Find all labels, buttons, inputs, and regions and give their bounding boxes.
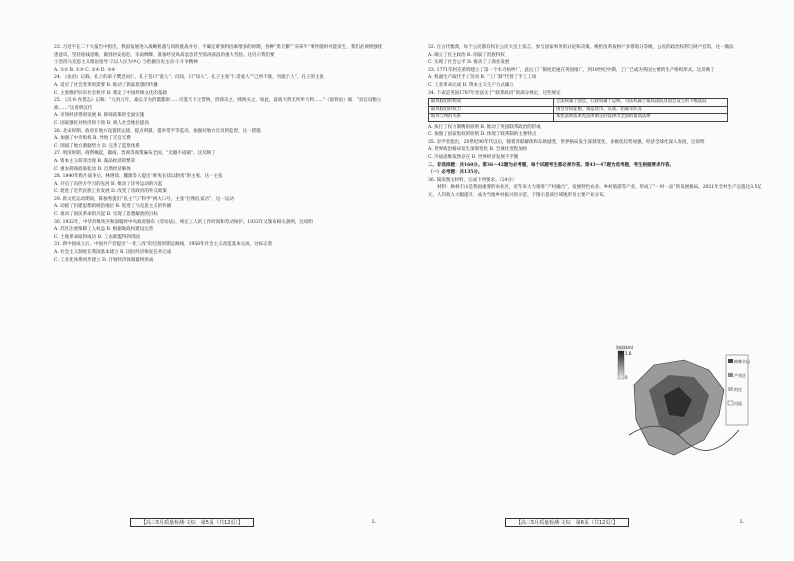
left-page-column	[54, 44, 384, 514]
left-text-line: 27. 明清时期，商帮崛起，徽商、晋商等商帮遍布全国，“无徽不成镇”，这反映了	[54, 151, 216, 157]
right-text-line: 36. 阅读图文材料，完成下列要求。（24分）	[428, 177, 517, 183]
legend-title: 海拔(km)	[616, 345, 634, 350]
left-text-line: 30. 1932年，中华苏维埃共和国临时中央政府颁布《劳动法》，规定工人的工作时间和劳动保护。1933年又颁布相关条例，这说明	[54, 219, 313, 225]
left-option-line: A. 开启了向西方学习的先河 B. 推动了洋务运动的兴起	[54, 181, 163, 187]
left-option-line: C. 主张维护旧有社会秩序 D. 奠定了中国传统文化的基础	[54, 90, 167, 96]
right-page-mark: L	[740, 519, 744, 525]
left-option-line: C. 重农抑商政策松动 D. 自然经济解体	[54, 166, 131, 172]
right-text-line: （一）必考题：共135分。	[428, 170, 483, 176]
table-row-header: 联邦与州的关系	[429, 114, 554, 122]
left-text-line: 23. 习近平在二十大报告中指出，我国发展进入战略机遇与风险挑战并存、不确定难预料因素增多的时期，各种“黑天鹅”“灰犀牛”事件随时可能发生，我们必须增强忧患意识，坚持底线思维，做到居安思危，未雨绸缪，准备经受风高浪急甚至惊涛骇浪的重大考验。这启示我们要	[54, 45, 383, 58]
right-text-line: 33. 1771年阿克莱特建立了第一个水力纺纱厂，此后工厂制度迅速在英国推广，到19世纪中期，工厂已成为英国主要的生产组织形式。这反映了	[428, 67, 715, 73]
left-option-line: A. ①② B. ①③ C. ②④ D. ③④	[54, 67, 116, 73]
left-option-line: C. 削弱了地方割据势力 D. 完善了监察体系	[54, 143, 140, 149]
left-option-line: C. 推动了国民革命的兴起 D. 实现了思想解放的目标	[54, 212, 158, 218]
left-option-line: A. 市场经济得到发展 B. 抑商政策的全面实施	[54, 113, 145, 119]
right-option-line: A. 确立了民主政治 B. 削弱了贵族特权	[428, 52, 505, 58]
right-option-line: A. 世界政治格局发生深刻变化 B. 全球化进程加快	[428, 147, 528, 153]
right-option-line: C. 冷战思维依然存在 D. 世界经济发展不平衡	[428, 155, 519, 161]
table-cell: 国会有权征税、铸造货币、宣战、招募军队等	[554, 106, 728, 114]
right-text-line: 二、非选择题：共160分。第36～42题为必考题，每个试题考生都必须作答。第43～47题为选考题，考生根据要求作答。	[428, 162, 674, 168]
left-option-line: A. 动摇了封建思想的统治地位 B. 促进了马克思主义的传播	[54, 204, 172, 210]
legend-item-3: 村庄	[734, 387, 742, 392]
left-option-line: C. 工业化体系初步建立 D. 计划经济体制最终形成	[54, 257, 154, 263]
right-text-line: 34. 下表是英国1787年宪法关于“联邦政府”的部分规定，这些规定	[428, 90, 561, 96]
table-cell: 本宪法和依本宪法所制定的法律为全国的最高法律	[554, 114, 728, 122]
left-option-line: A. 社会主义制度在我国基本建立 B. 国民经济恢复任务完成	[54, 250, 172, 256]
right-option-line: C. 加强了国家集权的原则 D. 体现了联邦制的主要特点	[428, 132, 537, 138]
legend-item-1: 格林丰山	[734, 359, 750, 364]
left-text-line: 25. 《汉书·食货志》记载：“元封元年，桑弘羊为治粟都尉……尽笼天下之货物，贵即卖之，贱则买之。如此，富商大贾无所牟大利……”《盐铁论》载：“县官设衡立准……”这说明汉代	[54, 98, 382, 111]
table-row	[429, 99, 728, 107]
table-row	[429, 114, 728, 122]
right-text-line: 32. 在古代雅典，每个公民都有权在公民大会上发言，参与国家事务的讨论和决策。梭伦改革按财产多寡划分等级，公民的政治权利与财产挂钩，这一做法	[428, 45, 734, 50]
table-cell: 立法权属于国会，行政权属于总统，司法权属于最高法院及国会设立的下级法院	[554, 99, 728, 107]
terrain-map	[614, 345, 754, 475]
left-option-line: C. 土地革命取得成功 D. 工农联盟得到巩固	[54, 234, 140, 240]
left-footer-text: 【高三5月质量检测·文综 第5页（共12页）】	[130, 518, 254, 527]
left-page-mark: L	[372, 519, 376, 525]
legend-high: 1.6	[625, 351, 632, 356]
right-option-line: C. 实现了社会公平 D. 推动了工商业发展	[428, 60, 510, 66]
left-option-line: A. 适应了社会变革的需要 B. 推动了儒家思想的传播	[54, 82, 158, 88]
left-option-line: A. 加强了中央集权 B. 导致了冗官冗费	[54, 136, 131, 142]
right-footer-text: 【高三5月质量检测·文综 第6页（共12页）】	[505, 518, 629, 527]
legend-item-4: 河流	[734, 401, 742, 406]
right-option-line: A. 执行了权力制衡的原则 B. 推动了英国联邦政治的形成	[428, 124, 541, 130]
right-option-line: C. 工业革命完成 D. 资本主义生产方式确立	[428, 82, 514, 88]
left-option-line: C. 促进了近代民族工业发展 D. 改变了清政府的外交政策	[54, 189, 167, 195]
left-text-line: 31. 新中国成立后，中国共产党提出“一化三改”的过渡时期总路线，1956年社会主义改造基本完成，这标志着	[54, 242, 273, 248]
left-option-line: C. 国家强化对经济的干预 D. 商人社会地位提高	[54, 120, 149, 126]
left-option-line: A. 苏区注重保障工人权益 B. 根据地政权建设完善	[54, 227, 154, 233]
left-option-line: ①坚持马克思主义理论指导 ②以人民为中心 ③把握历史主动 ④斗争精神	[54, 60, 198, 66]
table-row	[429, 106, 728, 114]
left-option-line: A. 资本主义萌芽出现 B. 商品经济的繁荣	[54, 158, 136, 164]
right-option-line: A. 机器生产取代手工劳动 B. “工厂制”代替了手工工场	[428, 75, 537, 81]
left-text-line: 24. 《论语》记载，孔子的弟子樊迟问仁，孔子答曰“爱人”；问知，曰“知人”。孔子主张“仁者爱人”“己所不欲，勿施于人”。孔子的主张	[54, 75, 324, 81]
right-text-line: 材料：格林丰山是我国重要的农业区，近年来大力推进“产村融合”，发展特色农业、乡村旅游等产业，形成了“一村一品”的发展格局。2021年全村生产总值达3.5亿元，人均收入大幅提升，成为当地乡村振兴的示范。下图示意该区域地形及主要产业分布。	[428, 185, 762, 198]
legend-item-2: 产业区	[734, 373, 746, 378]
terrain-map-figure	[614, 345, 754, 477]
left-text-line: 29. 新文化运动期间，陈独秀提出“民主”与“科学”两大口号，主张“打倒孔家店”，这一运动	[54, 196, 234, 202]
constitution-table	[428, 98, 728, 122]
left-text-line: 26. 北宋时期，政府在地方设置转运使、提点刑狱、提举常平等监司，加强对地方官员的监督，这一措施	[54, 128, 261, 134]
legend-low: 0	[625, 375, 628, 380]
right-text-line: 35. 有学者指出，20世纪90年代以后，随着苏联解体和东欧剧变，世界格局发生深刻变化，多极化趋势加强，经济全球化深入发展，这说明	[428, 139, 705, 145]
right-footer	[505, 518, 629, 527]
table-row-header: 联邦政府的组成	[429, 99, 554, 107]
left-footer	[130, 518, 254, 527]
left-text-line: 28. 1840年鸦片战争后，林则徐、魏源等人提出“师夷长技以制夷”的主张，这一主张	[54, 174, 223, 180]
table-row-header: 联邦政府的权力	[429, 106, 554, 114]
